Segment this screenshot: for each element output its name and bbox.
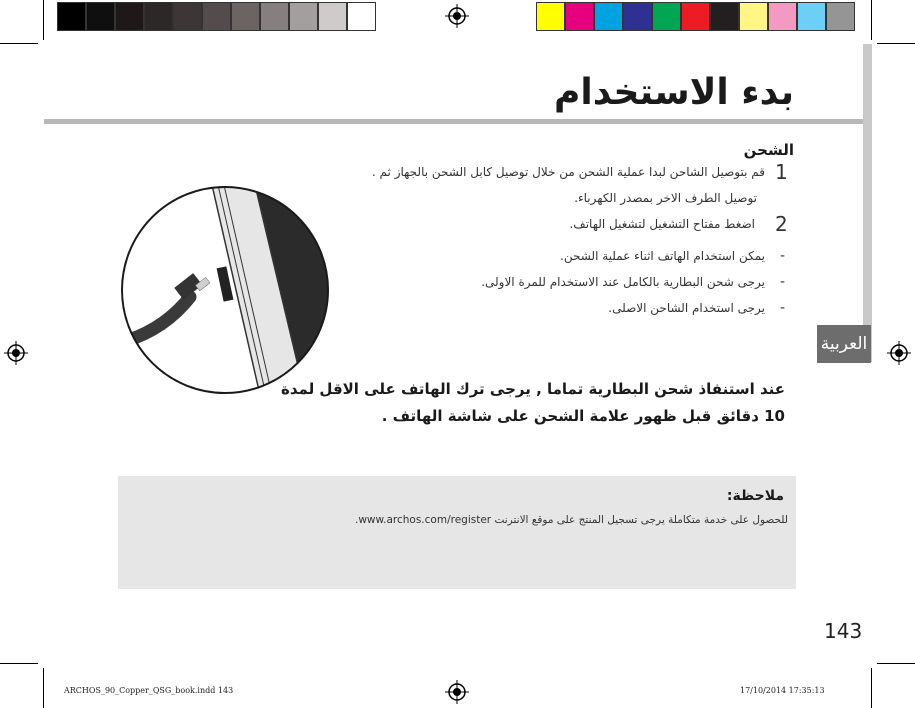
bullet-marker: -: [780, 274, 786, 290]
color-swatch: [347, 2, 376, 31]
registration-mark-icon: [4, 341, 28, 365]
color-swatch: [681, 2, 710, 31]
color-swatch: [739, 2, 768, 31]
warning-text: عند استنفاذ شحن البطارية تماما , يرجى ترك الهاتف على الاقل لمدة: [281, 380, 785, 398]
page-side-tab: [863, 44, 872, 362]
color-swatch: [173, 2, 202, 31]
color-swatch: [202, 2, 231, 31]
charging-port-illustration: [120, 185, 330, 395]
color-swatch: [115, 2, 144, 31]
bullet-text: يرجى شحن البطارية بالكامل عند الاستخدام للمرة الاولى.: [481, 275, 765, 289]
title-divider: [44, 119, 863, 124]
color-swatch: [86, 2, 115, 31]
color-swatch: [652, 2, 681, 31]
registration-mark-icon: [887, 341, 911, 365]
step-text: قم بتوصيل الشاحن لبدا عملية الشحن من خلال توصيل كابل الشحن بالجهاز ثم .: [371, 165, 765, 179]
crop-mark: [877, 43, 915, 44]
color-swatch: [710, 2, 739, 31]
page-number: 143: [824, 619, 863, 643]
language-tab: [817, 325, 871, 363]
warning-text: 10 دقائق قبل ظهور علامة الشحن على شاشة الهاتف .: [381, 407, 785, 425]
cmyk-color-bar: [536, 2, 855, 31]
footer-timestamp: 17/10/2014 17:35:13: [740, 686, 825, 695]
page-title: بدء الاستخدام: [554, 72, 794, 113]
crop-mark: [43, 0, 44, 40]
color-swatch: [318, 2, 347, 31]
crop-mark: [871, 668, 872, 708]
note-title: ملاحظة:: [726, 488, 784, 504]
bullet-marker: -: [780, 300, 786, 316]
color-swatch: [536, 2, 565, 31]
section-heading: الشحن: [743, 141, 794, 159]
step-text: توصيل الطرف الاخر بمصدر الكهرباء.: [574, 191, 757, 205]
color-swatch: [594, 2, 623, 31]
crop-mark: [877, 663, 915, 664]
bullet-marker: -: [780, 248, 786, 264]
language-tab-label: العربية: [820, 334, 868, 354]
color-swatch: [797, 2, 826, 31]
bullet-text: يمكن استخدام الهاتف اثناء عملية الشحن.: [560, 249, 765, 263]
color-swatch: [144, 2, 173, 31]
bullet-text: يرجى استخدام الشاحن الاصلى.: [608, 301, 765, 315]
step-number: 1: [775, 160, 788, 184]
registration-mark-icon: [445, 680, 469, 704]
grayscale-color-bar: [57, 2, 376, 31]
color-swatch: [768, 2, 797, 31]
color-swatch: [826, 2, 855, 31]
step-number: 2: [775, 212, 788, 236]
color-swatch: [623, 2, 652, 31]
note-box: [118, 476, 796, 589]
step-text: اضغط مفتاح التشغيل لتشغيل الهاتف.: [569, 217, 755, 231]
color-swatch: [289, 2, 318, 31]
crop-mark: [0, 43, 38, 44]
crop-mark: [871, 0, 872, 40]
color-swatch: [231, 2, 260, 31]
crop-mark: [43, 668, 44, 708]
color-swatch: [57, 2, 86, 31]
crop-mark: [0, 663, 38, 664]
footer-filename: ARCHOS_90_Copper_QSG_book.indd 143: [64, 686, 234, 695]
color-swatch: [565, 2, 594, 31]
note-body: للحصول على خدمة متكاملة يرجى تسجيل المنتج على موقع الانترنت www.archos.com/register.: [354, 514, 788, 526]
registration-mark-icon: [445, 4, 469, 28]
color-swatch: [260, 2, 289, 31]
